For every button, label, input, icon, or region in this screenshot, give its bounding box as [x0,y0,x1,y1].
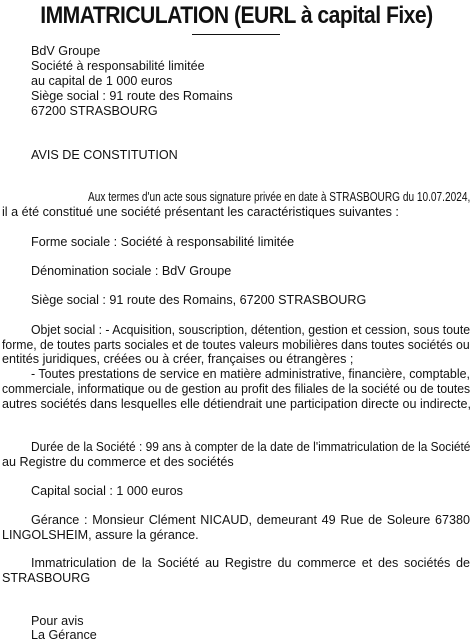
duree-line-2: au Registre du commerce et des sociétés [2,455,234,469]
gerance-line-1: Gérance : Monsieur Clément NICAUD, demeurant 49 Rue de Soleure 67380 [31,513,470,527]
siege-social: Siège social : 91 route des Romains, 67200 STRASBOURG [31,293,367,307]
page-title: IMMATRICULATION (EURL à capital Fixe) [40,2,433,29]
intro-line-2: il a été constitué une société présentant les caractéristiques suivantes : [2,205,399,219]
objet-line-6: autres sociétés dans lesquelles elle détiendrait une participation directe ou indirecte, [2,397,471,411]
company-name: BdV Groupe [31,44,101,58]
gerance-line-2: LINGOLSHEIM, assure la gérance. [2,528,199,542]
company-address: Siège social : 91 route des Romains [31,89,233,103]
objet-line-5: commerciale, informatique ou de gestion au profit des filiales de la société ou de toutes [2,382,471,396]
objet-line-4: - Toutes prestations de service en matière administrative, financière, comptable, [31,367,470,381]
objet-line-3: entités juridiques, créées ou à créer, françaises ou étrangères ; [2,352,354,366]
intro-line-1: Aux termes d'un acte sous signature privée en date à STRASBOURG du 10.07.2024, [88,190,471,204]
capital-social: Capital social : 1 000 euros [31,484,183,498]
immatriculation-line-2: STRASBOURG [2,571,91,585]
closing-signatory: La Gérance [31,628,97,642]
objet-line-1: Objet social : - Acquisition, souscription, détention, gestion et cession, sous toute [31,323,471,337]
company-legal-form: Société à responsabilité limitée [31,59,205,73]
company-capital: au capital de 1 000 euros [31,74,173,88]
title-underline [192,34,280,35]
duree-line-1: Durée de la Société : 99 ans à compter de la date de l'immatriculation de la Société [31,440,471,454]
company-city: 67200 STRASBOURG [31,104,158,118]
forme-sociale: Forme sociale : Société à responsabilité limitée [31,235,295,249]
denomination-sociale: Dénomination sociale : BdV Groupe [31,264,232,278]
immatriculation-line-1: Immatriculation de la Société au Registre du commerce et des sociétés de [31,556,470,570]
notice-heading: AVIS DE CONSTITUTION [31,148,178,162]
objet-line-2: forme, de toutes parts sociales et de toutes valeurs mobilières dans toutes sociétés ou [2,338,470,352]
closing-pour-avis: Pour avis [31,614,84,628]
